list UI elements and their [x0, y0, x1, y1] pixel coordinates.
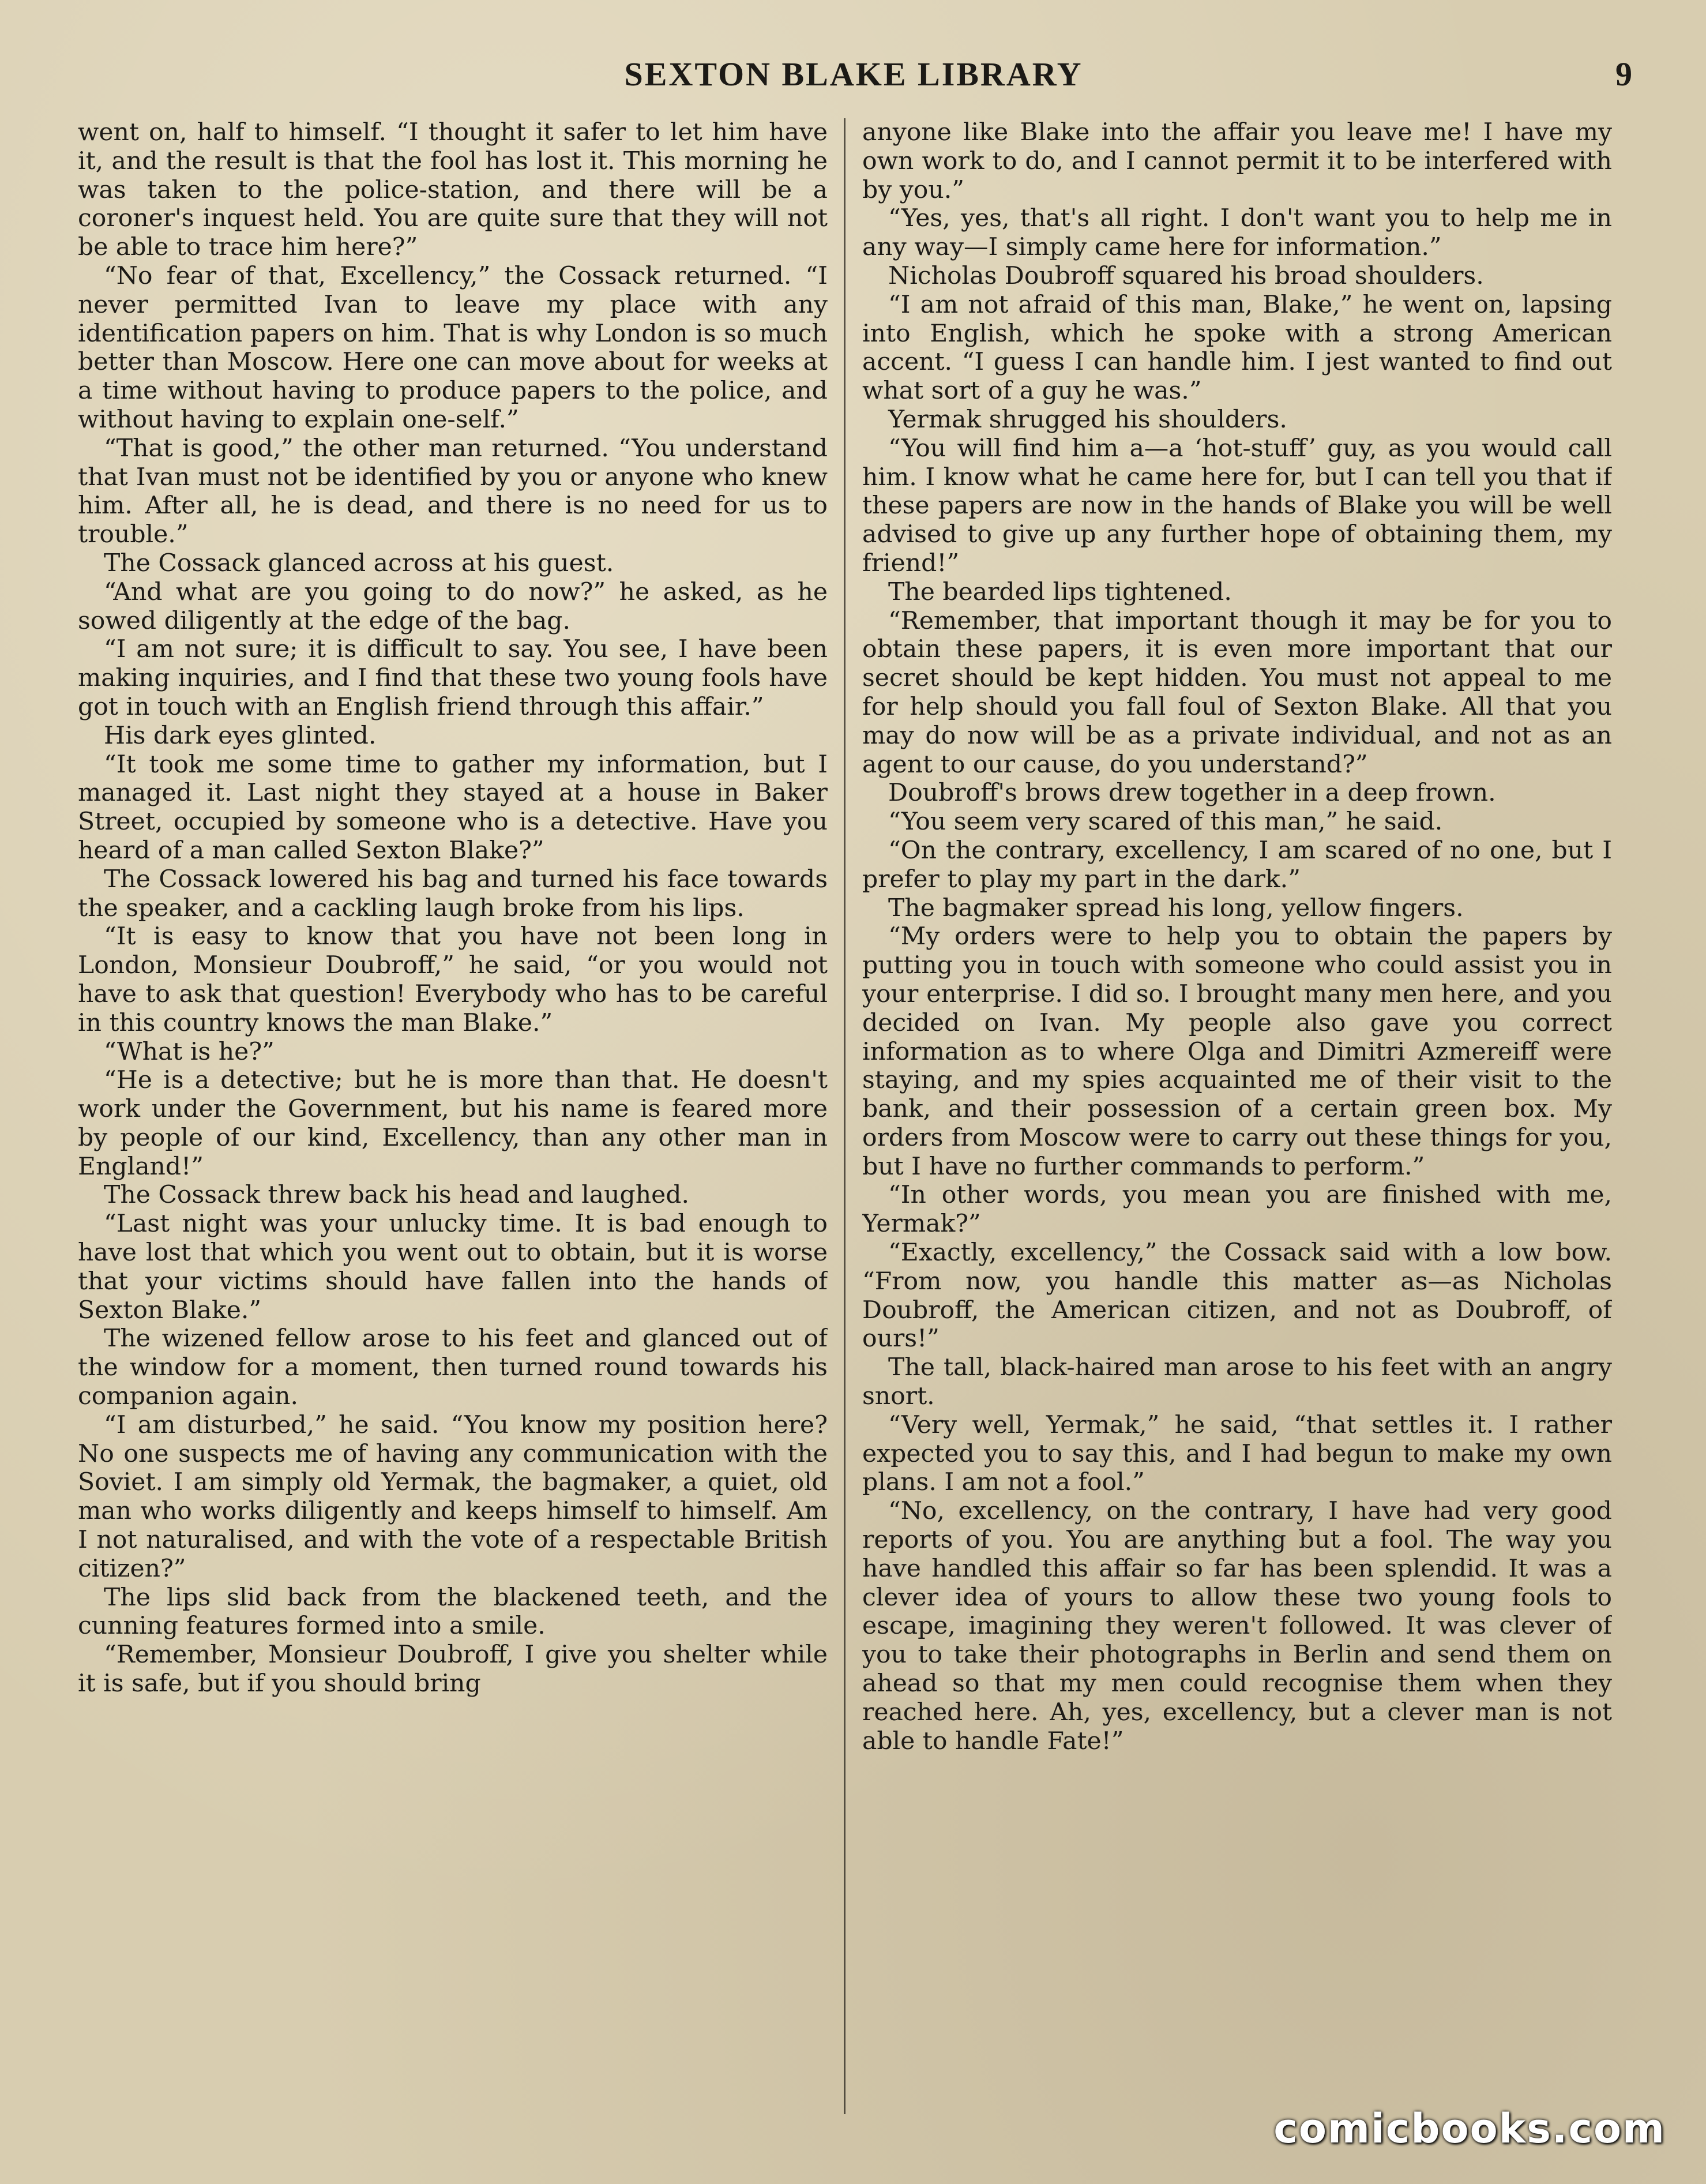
paragraph: Yermak shrugged his shoulders. — [888, 405, 1287, 434]
left-column — [78, 118, 828, 2114]
page-header — [75, 55, 1632, 101]
paragraph: “Last night was your unlucky time. It is bad enough to have lost that which you went out to obtain, but it is worse that your victims should have fallen into the hands of Sexton Blake.” — [78, 1210, 828, 1324]
paragraph: “He is a detective; but he is more than that. He doesn't work under the Government, but his name is feared more by people of our kind, Excellency, than any other man in England!” — [78, 1066, 828, 1181]
paragraph: The tall, black-haired man arose to his feet with an angry snort. — [862, 1353, 1612, 1411]
paragraph: The wizened fellow arose to his feet and glanced out of the window for a moment, then turned round towards his companion again. — [78, 1324, 828, 1411]
paragraph: “In other words, you mean you are finished with me, Yermak?” — [862, 1181, 1612, 1239]
paragraph: The Cossack threw back his head and laughed. — [104, 1181, 689, 1210]
paragraph: The Cossack glanced across at his guest. — [104, 549, 614, 577]
paragraph: “Yes, yes, that's all right. I don't want you to help me in any way—I simply came here for information.” — [862, 204, 1612, 262]
paragraph: “What is he?” — [104, 1037, 275, 1066]
paragraph: “I am disturbed,” he said. “You know my position here? No one suspects me of having any communication with the Soviet. I am simply old Yermak, the bagmaker, a quiet, old man who works diligently and keeps himself to himself. Am I not naturalised, and with the vote of a respectable British citizen?” — [78, 1410, 828, 1583]
paragraph: The bagmaker spread his long, yellow fingers. — [888, 894, 1464, 922]
paragraph: “No fear of that, Excellency,” the Cossack returned. “I never permitted Ivan to leave my place with any identification papers on him. That is why London is so much better than Moscow. Here one can move about for weeks at a time without having to produce papers to the police, and without having to explain one-self.” — [78, 261, 828, 434]
page-number: 9 — [1615, 55, 1632, 93]
paragraph: anyone like Blake into the affair you leave me! I have my own work to do, and I cannot permit it to be interfered with by you.” — [862, 118, 1612, 204]
paragraph: “Exactly, excellency,” the Cossack said with a low bow. “From now, you handle this matter as—as Nicholas Doubroff, the American citizen, and not as Doubroff, of ours!” — [862, 1239, 1612, 1353]
paragraph: His dark eyes glinted. — [104, 721, 377, 750]
paragraph: “It took me some time to gather my information, but I managed it. Last night they stayed at a house in Baker Street, occupied by someone who is a detective. Have you heard of a man called Sexton Blake?” — [78, 750, 828, 865]
paragraph: “It is easy to know that you have not been long in London, Monsieur Doubroff,” he said, “or you would not have to ask that question! Everybody who has to be careful in this country knows the man Blake.” — [78, 922, 828, 1037]
paragraph: “My orders were to help you to obtain the papers by putting you in touch with someone who could assist you in your enterprise. I did so. I brought many men here, and you decided on Ivan. My people also gave you correct information as to where Olga and Dimitri Azmereiff were staying, and my spies acquainted me of their visit to the bank, and their possession of a certain green box. My orders from Moscow were to carry out these things for you, but I have no further commands to perform.” — [862, 922, 1612, 1181]
paragraph: The lips slid back from the blackened teeth, and the cunning features formed into a smile. — [78, 1583, 828, 1641]
paragraph: “No, excellency, on the contrary, I have had very good reports of you. You are anything but a fool. The way you have handled this affair so far has been splendid. It was a clever idea of yours to allow these two young fools to escape, imagining they weren't followed. It was clever of you to take their photographs in Berlin and send them on ahead so that my men could recognise them when they reached here. Ah, yes, excellency, but a clever man is not able to handle Fate!” — [862, 1497, 1612, 1755]
paragraph: “I am not afraid of this man, Blake,” he went on, lapsing into English, which he spoke with a strong American accent. “I guess I can handle him. I jest wanted to find out what sort of a guy he was.” — [862, 290, 1612, 406]
column-rule — [844, 118, 846, 2114]
right-column — [862, 118, 1612, 2114]
paragraph: “Remember, that important though it may be for you to obtain these papers, it is even more important that our secret should be kept hidden. You must not appeal to me for help should you fall foul of Sexton Blake. All that you may do now will be as a private individual, and not as an agent to our cause, do you understand?” — [862, 606, 1612, 779]
paragraph: Nicholas Doubroff squared his broad shoulders. — [888, 261, 1484, 290]
watermark: comicbooks.com — [1273, 2105, 1666, 2152]
paragraph: Doubroff's brows drew together in a deep frown. — [888, 779, 1496, 808]
paragraph: “On the contrary, excellency, I am scared of no one, but I prefer to play my part in the dark.” — [862, 836, 1612, 894]
paragraph: The Cossack lowered his bag and turned his face towards the speaker, and a cackling laugh broke from his lips. — [78, 865, 828, 922]
paragraph: went on, half to himself. “I thought it safer to let him have it, and the result is that the fool has lost it. This morning he was taken to the police-station, and there will be a coroner's inquest held. You are quite sure that they will not be able to trace him here?” — [78, 118, 828, 262]
paragraph: “And what are you going to do now?” he asked, as he sowed diligently at the edge of the bag. — [78, 577, 828, 635]
paragraph: “You seem very scared of this man,” he said. — [888, 808, 1443, 836]
paragraph: “Very well, Yermak,” he said, “that settles it. I rather expected you to say this, and I had begun to make my own plans. I am not a fool.” — [862, 1410, 1612, 1497]
paragraph: “I am not sure; it is difficult to say. You see, I have been making inquiries, and I find that these two young fools have got in touch with an English friend through this affair.” — [78, 635, 828, 721]
paragraph: “That is good,” the other man returned. “You understand that Ivan must not be identified by you or anyone who knew him. After all, he is dead, and there is no need for us to trouble.” — [78, 434, 828, 549]
paragraph: “Remember, Monsieur Doubroff, I give you shelter while it is safe, but if you should bring — [78, 1641, 828, 1698]
running-title: SEXTON BLAKE LIBRARY — [624, 55, 1083, 93]
paragraph: “You will find him a—a ‘hot-stuff’ guy, as you would call him. I know what he came here for, but I can tell you that if these papers are now in the hands of Blake you will be well advised to give up any further hope of obtaining them, my friend!” — [862, 434, 1612, 577]
paragraph: The bearded lips tightened. — [888, 577, 1232, 606]
